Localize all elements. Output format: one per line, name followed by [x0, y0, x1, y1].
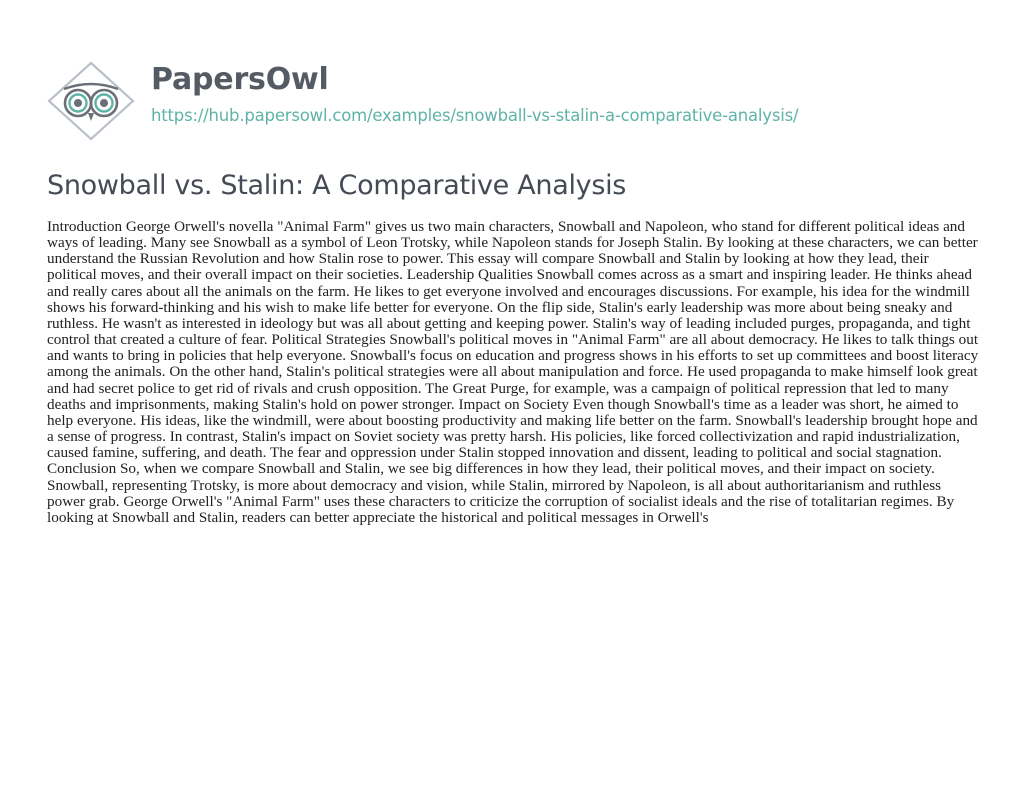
owl-logo-icon [47, 61, 135, 141]
header [47, 58, 997, 138]
document-title: Snowball vs. Stalin: A Comparative Analysis [47, 170, 627, 201]
source-url: https://hub.papersowl.com/examples/snowball-vs-stalin-a-comparative-analysis/ [151, 106, 799, 125]
document-body: Introduction George Orwell's novella "Animal Farm" gives us two main characters, Snowball and Napoleon, who stand for different political ideas and ways of leading. Many see Snowball as a symbol of Leon Trotsky, while Napoleon stands for Joseph Stalin. By looking at these characters, we can better understand the Russian Revolution and how Stalin rose to power. This essay will compare Snowball and Stalin by looking at how they lead, their political moves, and their overall impact on their societies. Leadership Qualities Snowball comes across as a smart and inspiring leader. He thinks ahead and really cares about all the animals on the farm. He likes to get everyone involved and encourages discussions. For example, his idea for the windmill shows his forward-thinking and his wish to make life better for everyone. On the flip side, Stalin's early leadership was more about being sneaky and ruthless. He wasn't as interested in ideology but was all about getting and keeping power. Stalin's way of leading included purges, propaganda, and tight control that created a culture of fear. Political Strategies Snowball's political moves in "Animal Farm" are all about democracy. He likes to talk things out and wants to bring in policies that help everyone. Snowball's focus on education and progress shows in his efforts to set up committees and boost literacy among the animals. On the other hand, Stalin's political strategies were all about manipulation and force. He used propaganda to make himself look great and had secret police to get rid of rivals and crush opposition. The Great Purge, for example, was a campaign of political repression that led to many deaths and imprisonments, making Stalin's hold on power stronger. Impact on Society Even though Snowball's time as a leader was short, he aimed to help everyone. His ideas, like the windmill, were about boosting productivity and making life better on the farm. Snowball's leadership brought hope and a sense of progress. In contrast, Stalin's impact on Soviet society was pretty harsh. His policies, like forced collectivization and rapid industrialization, caused famine, suffering, and death. The fear and oppression under Stalin stopped innovation and dissent, leading to political and social stagnation. Conclusion So, when we compare Snowball and Stalin, we see big differences in how they lead, their political moves, and their impact on society. Snowball, representing Trotsky, is more about democracy and vision, while Stalin, mirrored by Napoleon, is all about authoritarianism and ruthless power grab. George Orwell's "Animal Farm" uses these characters to criticize the corruption of socialist ideals and the rise of totalitarian regimes. By looking at Snowball and Stalin, readers can better appreciate the historical and political messages in Orwell's [47, 219, 979, 526]
brand-name: PapersOwl [151, 62, 329, 97]
